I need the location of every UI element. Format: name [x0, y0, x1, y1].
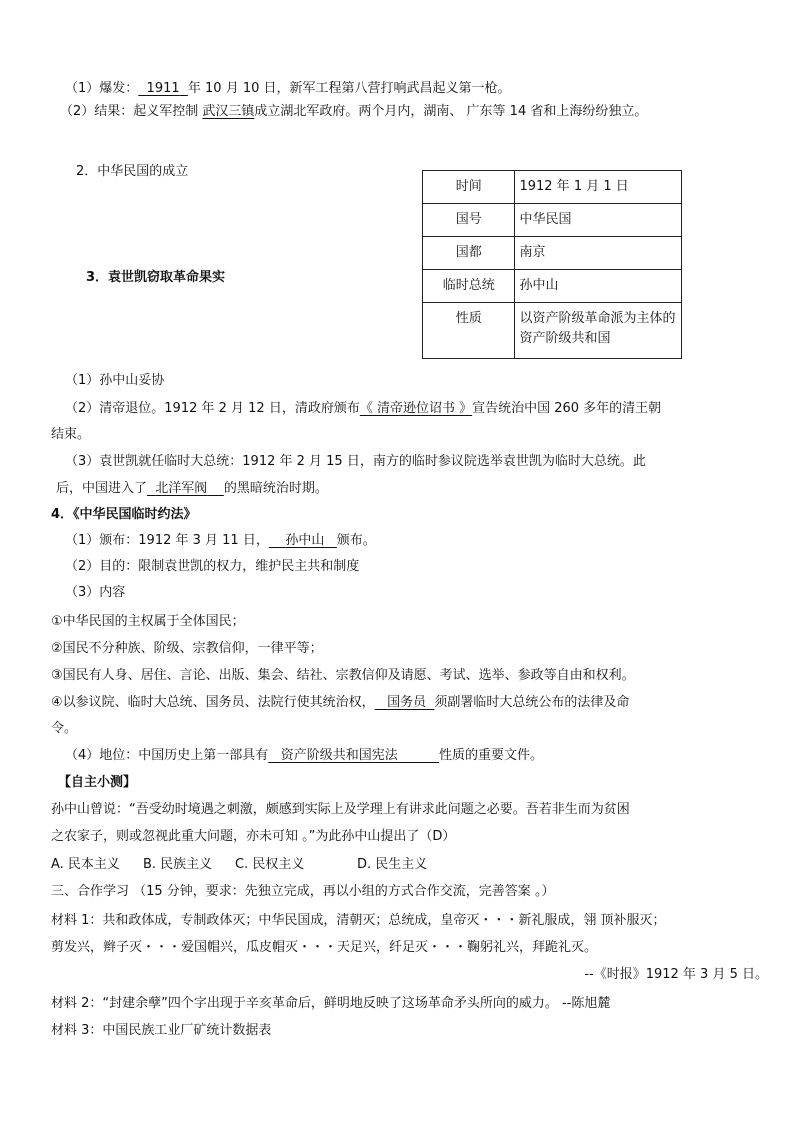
issuer-blank: 孙中山: [285, 533, 325, 548]
table-row: [423, 237, 682, 270]
minister-blank: 国务员: [387, 695, 427, 710]
material-1-source: --《时报》1912 年 3 月 5 日。: [584, 967, 768, 982]
issue-line: （1）颁布：1912 年 3 月 11 日， 孙中山 颁布。: [65, 533, 376, 548]
purpose-line: （2）目的：限制袁世凯的权力，维护民主共和制度: [65, 559, 360, 574]
compromise-line: （1）孙中山妥协: [65, 373, 165, 388]
constitution-blank: 资产阶级共和国宪法: [280, 748, 398, 763]
option-c: C. 民权主义: [235, 857, 305, 872]
result-blank: 武汉三镇: [202, 104, 255, 119]
content-item-4-cont: 令。: [51, 721, 78, 736]
table-key: 临时总统: [423, 270, 515, 303]
option-b: B. 民族主义: [143, 857, 213, 872]
table-value: 以资产阶级革命派为主体的资产阶级共和国: [515, 303, 682, 359]
status-line: （4）地位：中国历史上第一部具有 资产阶级共和国宪法 性质的重要文件。: [65, 748, 544, 763]
content-line: （3）内容: [65, 585, 126, 600]
material-1-line-1: 材料 1：共和政体成，专制政体灭；中华民国成，清朝灭；总统成，皇帝灭・・・新礼服成，翎 顶补服灭；: [51, 913, 666, 928]
section-2-heading: 2．中华民国的成立: [76, 164, 189, 179]
content-item-2: ②国民不分种族、阶级、宗教信仰，一律平等；: [51, 641, 323, 656]
table-row: [423, 303, 682, 359]
table-key: 性质: [423, 303, 515, 359]
warlord-line: 后，中国进入了 北洋军阀 的黑暗统治时期。: [56, 481, 328, 496]
result-line: （2）结果：起义军控制 武汉三镇成立湖北军政府。两个月内，湖南、 广东等 14 省和上海纷纷独立。: [60, 104, 648, 119]
content-item-3: ③国民有人身、居住、言论、出版、集会、结社、宗教信仰及请愿、考试、选举、参政等自由和权利。: [51, 668, 635, 683]
table-key: 时间: [423, 171, 515, 204]
table-key: 国号: [423, 204, 515, 237]
content-item-1: ①中华民国的主权属于全体国民；: [51, 614, 245, 629]
table-value: 南京: [515, 237, 682, 270]
table-row: [423, 204, 682, 237]
table-value: 中华民国: [515, 204, 682, 237]
quiz-question-line-1: 孙中山曾说：“吾受幼时境遇之刺激，颇感到实际上及学理上有讲求此问题之必要。吾若非生而为贫困: [51, 802, 630, 817]
quiz-question-line-2: 之农家子，则或忽视此重大问题，亦未可知 。”为此孙中山提出了（D）: [51, 829, 456, 844]
section-3-heading: 3．袁世凯窃取革命果实: [86, 270, 226, 285]
abdication-line: （2）清帝退位。1912 年 2 月 12 日，清政府颁布《 清帝逊位诏书 》宣告统治中国 260 多年的清王朝: [65, 401, 662, 416]
material-3: 材料 3：中国民族工业厂矿统计数据表: [51, 1023, 272, 1038]
table-value: 1912 年 1 月 1 日: [515, 171, 682, 204]
table-key: 国都: [423, 237, 515, 270]
content-item-4: ④以参议院、临时大总统、国务员、法院行使其统治权， 国务员 须副署临时大总统公布的法律及命: [51, 695, 630, 710]
section-4-heading: 4．《中华民国临时约法》: [51, 507, 197, 522]
yuan-president-line: （3）袁世凯就任临时大总统：1912 年 2 月 15 日，南方的临时参议院选举袁世凯为临时大总统。此: [65, 454, 646, 469]
abdication-cont: 结束。: [51, 427, 91, 442]
table-row: [423, 270, 682, 303]
material-1-line-2: 剪发兴，辫子灭・・・爱国帽兴，瓜皮帽灭・・・天足兴，纤足灭・・・鞠躬礼兴，拜跪礼灭。: [51, 940, 598, 955]
material-2: 材料 2：“封建余孽”四个字出现于辛亥革命后，鲜明地反映了这场革命矛头所向的威力。 --陈旭麓: [51, 996, 611, 1011]
republic-info-table: [422, 170, 682, 359]
cooperative-heading: 三、合作学习 （15 分钟，要求：先独立完成，再以小组的方式合作交流，完善答案 。）: [51, 884, 555, 899]
quiz-heading: 【自主小测】: [58, 775, 137, 790]
table-value: 孙中山: [515, 270, 682, 303]
edict-blank: 《 清帝逊位诏书 》: [359, 401, 473, 416]
option-a: A. 民本主义: [51, 857, 120, 872]
table-row: [423, 171, 682, 204]
outbreak-line: （1）爆发： 1911 年 10 月 10 日，新军工程第八营打响武昌起义第一枪。: [65, 81, 511, 96]
option-d: D. 民生主义: [357, 857, 428, 872]
warlord-blank: 北洋军阀: [155, 481, 208, 496]
outbreak-year-blank: 1911: [146, 81, 180, 96]
